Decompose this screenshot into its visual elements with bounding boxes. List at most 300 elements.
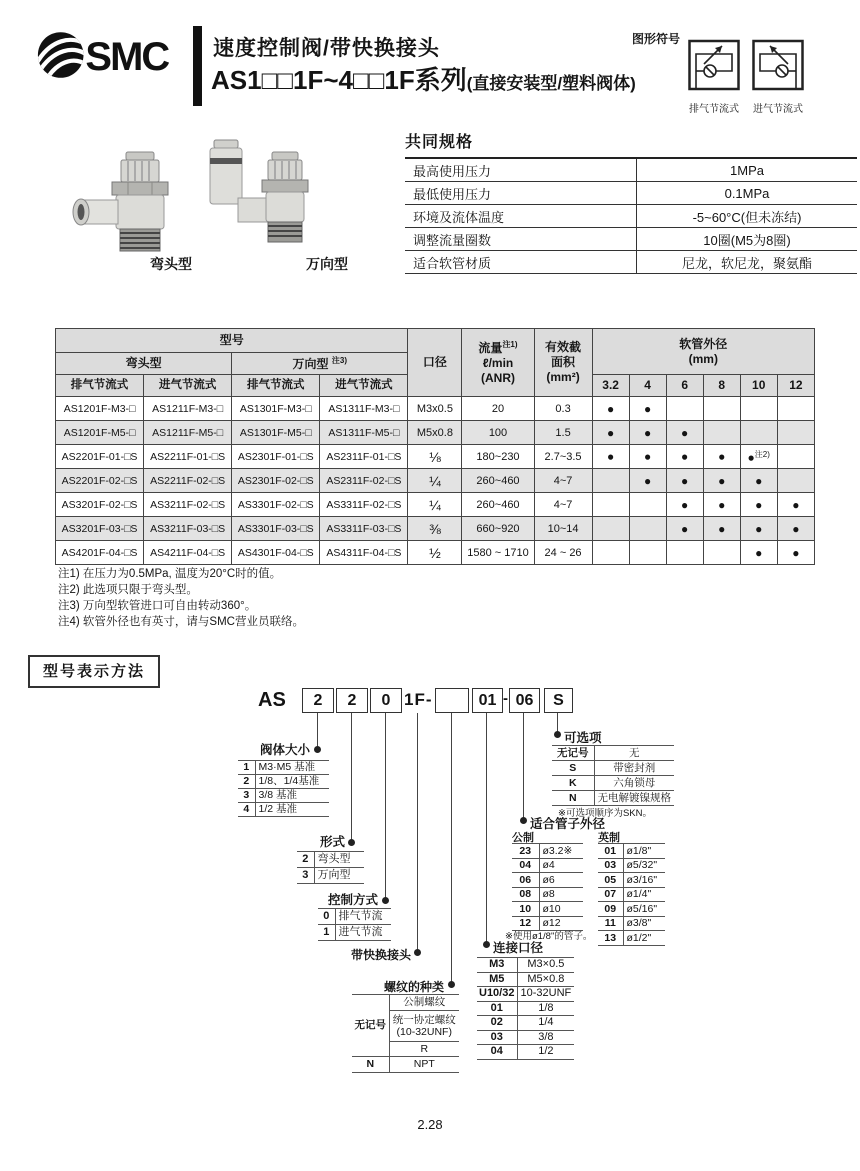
desc: NPT (389, 1057, 459, 1073)
dot: ● (755, 473, 763, 488)
universal-type-photo (200, 136, 315, 254)
desc: 3/8 (517, 1030, 574, 1045)
code: S (552, 761, 594, 776)
col-size-3-2: 3.2 (592, 375, 629, 397)
desc: ø1/8" (623, 844, 665, 859)
dot: ● (718, 473, 726, 488)
dot-cell (740, 397, 777, 421)
port-size-title: 连接口径 (493, 941, 544, 955)
desc: ø3.2※ (539, 844, 583, 859)
desc: 3/8 基准 (255, 789, 329, 803)
universal-type-caption: 万向型 (306, 256, 348, 272)
code-box-body-size: 2 (302, 688, 334, 713)
leader-quick-fitting (417, 713, 418, 953)
flow-cell: 260~460 (462, 469, 534, 493)
code: 1 (318, 925, 335, 941)
spec-value: 尼龙，软尼龙，聚氨酯 (637, 251, 858, 274)
col-meter-in-2: 进气节流式 (320, 375, 408, 397)
series-title-main: AS1□□1F~4□□1F系列 (211, 65, 467, 95)
bullet-tube-od (520, 817, 527, 824)
tube-l1: 软管外径 (679, 336, 728, 351)
leader-port-size (486, 713, 487, 945)
dot: ● (792, 545, 800, 560)
dot: ● (644, 425, 652, 440)
flow-cell: 1580 ~ 1710 (462, 541, 534, 565)
elbow-type-photo (62, 148, 207, 253)
meter-in-symbol-icon (752, 38, 804, 94)
dot-cell (740, 541, 777, 565)
header-divider-bar (193, 26, 202, 106)
universal-label: 万向型 (292, 356, 329, 371)
code: 03 (477, 1030, 517, 1045)
code-box-tube: 06 (509, 688, 540, 713)
dot-cell (666, 421, 703, 445)
options-title: 可选项 (564, 731, 602, 745)
table-row (56, 445, 815, 469)
spec-label: 最高使用压力 (405, 158, 637, 182)
desc: ø10 (539, 902, 583, 917)
desc: M3·M5 基准 (255, 761, 329, 775)
model-cell: AS2311F-01-□S (320, 445, 408, 469)
dot-cell (592, 421, 629, 445)
leader-control (385, 713, 386, 901)
dot-cell (592, 541, 629, 565)
dot: ● (606, 401, 615, 416)
dot: ● (644, 449, 652, 464)
col-elbow: 弯头型 (56, 353, 232, 375)
area-unit: (mm²) (546, 370, 580, 384)
inch-label: 英制 (598, 832, 620, 844)
tube-od-inch-table (598, 843, 665, 946)
dot-cell (777, 469, 814, 493)
code: 4 (238, 803, 255, 817)
quick-fitting-label: 带快换接头 (350, 948, 411, 962)
desc: M3×0.5 (517, 958, 574, 973)
series-title-paren: (直接安装型/塑料阀体) (466, 74, 636, 93)
flow-cell: 180~230 (462, 445, 534, 469)
symbol-caption-meter-out: 排气节流式 (689, 104, 739, 115)
dot-cell (666, 397, 703, 421)
code: 04 (477, 1045, 517, 1060)
bullet-port-size (483, 941, 490, 948)
code: 10 (512, 902, 539, 917)
dot-cell (592, 397, 629, 421)
model-cell: AS3201F-03-□S (56, 517, 144, 541)
model-cell: AS3211F-02-□S (144, 493, 232, 517)
dot: ● (718, 497, 726, 512)
col-meter-out-1: 排气节流式 (56, 375, 144, 397)
model-cell: AS1301F-M3-□ (232, 397, 320, 421)
model-cell: AS2301F-01-□S (232, 445, 320, 469)
note-1: 注1) 在压力为0.5MPa, 温度为20°C时的值。 (58, 568, 282, 580)
graphic-symbol-label: 图形符号 (632, 32, 681, 46)
flow-unit: ℓ/min (482, 355, 514, 370)
code: N (552, 791, 594, 806)
code: 08 (512, 887, 539, 902)
code: 06 (512, 873, 539, 888)
dot-cell (777, 397, 814, 421)
dot-cell (592, 493, 629, 517)
area-cell: 2.7~3.5 (534, 445, 592, 469)
body-size-title: 阀体大小 (259, 743, 310, 757)
dot-cell (629, 541, 666, 565)
dot: ● (792, 521, 800, 536)
thread-table (352, 994, 459, 1073)
dot: ● (681, 449, 689, 464)
dot-cell (592, 445, 629, 469)
table-row (56, 421, 815, 445)
code: 无记号 (352, 995, 389, 1057)
desc: ø5/16" (623, 902, 665, 917)
dot-cell (740, 493, 777, 517)
port-cell: M3x0.5 (408, 397, 462, 421)
model-cell: AS3201F-02-□S (56, 493, 144, 517)
table-row (56, 397, 815, 421)
port-cell: M5x0.8 (408, 421, 462, 445)
dot-cell (777, 421, 814, 445)
dot: ● (755, 545, 763, 560)
dot-cell (629, 421, 666, 445)
model-cell: AS3311F-03-□S (320, 517, 408, 541)
dot: ● (644, 473, 652, 488)
area-cell: 24 ~ 26 (534, 541, 592, 565)
tube-od-title: 适合管子外径 (530, 817, 606, 831)
flow-label: 流量 (478, 340, 503, 355)
col-area (534, 329, 592, 397)
desc: 无 (594, 746, 674, 761)
dot-cell (703, 397, 740, 421)
svg-text:SMC: SMC (85, 35, 169, 80)
model-cell: AS3311F-02-□S (320, 493, 408, 517)
spec-value: -5~60°C(但未冻结) (637, 205, 858, 228)
code-box-control: 0 (370, 688, 402, 713)
model-cell: AS2311F-02-□S (320, 469, 408, 493)
col-size-8: 8 (703, 375, 740, 397)
spec-row (405, 228, 857, 251)
spec-row (405, 158, 857, 182)
dot-cell (666, 445, 703, 469)
col-port: 口径 (408, 329, 462, 397)
desc: 弯头型 (314, 852, 364, 868)
dot-cell (629, 469, 666, 493)
model-cell: AS3211F-03-□S (144, 517, 232, 541)
dot-sup: 注2) (754, 449, 770, 459)
desc: 统一协定螺纹(10-32UNF) (389, 1011, 459, 1042)
bullet-form (348, 839, 355, 846)
spec-value: 1MPa (637, 158, 858, 182)
dot-cell (740, 421, 777, 445)
note-2: 注2) 此选项只限于弯头型。 (58, 584, 198, 596)
dot-cell (629, 445, 666, 469)
section-title-box: 型号表示方法 (28, 655, 160, 688)
desc: ø3/16" (623, 873, 665, 888)
dot: ● (718, 521, 726, 536)
dot: ● (681, 521, 689, 536)
bullet-body-size (314, 746, 321, 753)
dot-cell (740, 517, 777, 541)
code: 01 (477, 1001, 517, 1016)
flow-cell: 260~460 (462, 493, 534, 517)
common-specs-title: 共同规格 (405, 134, 474, 151)
port-cell: ¼ (408, 493, 462, 517)
model-cell: AS1211F-M3-□ (144, 397, 232, 421)
table-row (56, 469, 815, 493)
control-table (318, 908, 391, 941)
dot-cell (592, 517, 629, 541)
desc: 1/4 (517, 1016, 574, 1031)
code-dash: - (503, 690, 508, 707)
flow-cell: 660~920 (462, 517, 534, 541)
model-cell: AS1211F-M5-□ (144, 421, 232, 445)
dot-cell (666, 517, 703, 541)
code: 3 (297, 868, 314, 884)
options-table (552, 745, 674, 806)
model-cell: AS3301F-03-□S (232, 517, 320, 541)
dot: ● (606, 425, 615, 440)
col-size-12: 12 (777, 375, 814, 397)
model-cell: AS4311F-04-□S (320, 541, 408, 565)
meter-out-symbol-icon (688, 38, 740, 94)
tube-od-metric-table (512, 843, 583, 931)
options-note: ※可选项顺序为SKN。 (558, 808, 652, 819)
code: 11 (598, 916, 623, 931)
leader-tube-od (523, 713, 524, 821)
spec-label: 调整流量圈数 (405, 228, 637, 251)
model-cell: AS2211F-01-□S (144, 445, 232, 469)
dot-cell (666, 541, 703, 565)
spec-value: 10圈(M5为8圈) (637, 228, 858, 251)
common-specs-table (405, 157, 857, 274)
desc: 1/2 基准 (255, 803, 329, 817)
desc: M5×0.8 (517, 972, 574, 987)
col-model-group: 型号 (56, 329, 408, 353)
bullet-control (382, 897, 389, 904)
tube-l2: (mm) (688, 351, 718, 366)
port-cell: ¼ (408, 469, 462, 493)
col-meter-in-1: 进气节流式 (144, 375, 232, 397)
dot-cell (703, 517, 740, 541)
dot: ● (718, 449, 726, 464)
table-row (56, 541, 815, 565)
dot: ● (681, 425, 689, 440)
flow-sup: 注1) (502, 339, 518, 349)
table-row (56, 517, 815, 541)
note-3: 注3) 万向型软管进口可自由转动360°。 (58, 600, 257, 612)
symbol-caption-meter-in: 进气节流式 (753, 104, 803, 115)
col-size-4: 4 (629, 375, 666, 397)
model-cell: AS2211F-02-□S (144, 469, 232, 493)
table-row (56, 493, 815, 517)
code-box-port: 01 (472, 688, 503, 713)
code: N (352, 1057, 389, 1073)
body-size-table (238, 760, 329, 817)
model-cell: AS1201F-M3-□ (56, 397, 144, 421)
code: 02 (477, 1016, 517, 1031)
desc: ø1/2" (623, 931, 665, 946)
code-prefix: AS (258, 689, 286, 711)
desc: 排气节流 (335, 909, 391, 925)
area-cell: 4~7 (534, 469, 592, 493)
dot-cell (740, 445, 777, 469)
page-number: 2.28 (417, 1117, 443, 1132)
smc-logo (36, 26, 188, 84)
model-cell: AS1201F-M5-□ (56, 421, 144, 445)
col-meter-out-2: 排气节流式 (232, 375, 320, 397)
spec-value: 0.1MPa (637, 182, 858, 205)
flow-cell: 100 (462, 421, 534, 445)
area-cell: 0.3 (534, 397, 592, 421)
thread-title: 螺纹的种类 (383, 980, 444, 994)
dot-cell (629, 493, 666, 517)
code-box-thread (435, 688, 469, 713)
desc: 进气节流 (335, 925, 391, 941)
desc: 1/8 (517, 1001, 574, 1016)
form-table (297, 851, 364, 884)
form-title: 形式 (319, 835, 345, 849)
code: K (552, 776, 594, 791)
dot-cell (703, 541, 740, 565)
desc: ø3/8" (623, 916, 665, 931)
dot: ● (747, 450, 755, 465)
area-cell: 4~7 (534, 493, 592, 517)
dot: ● (755, 497, 763, 512)
spec-row (405, 182, 857, 205)
spec-row (405, 251, 857, 274)
col-size-10: 10 (740, 375, 777, 397)
code: 01 (598, 844, 623, 859)
desc: 公制螺纹 (389, 995, 459, 1011)
desc: 10-32UNF (517, 987, 574, 1002)
desc: ø5/32" (623, 858, 665, 873)
dot-cell (703, 445, 740, 469)
dot-cell (777, 517, 814, 541)
dot-cell (703, 493, 740, 517)
model-spec-table (55, 328, 815, 565)
code: M5 (477, 972, 517, 987)
universal-sup: 注3) (331, 355, 348, 365)
metric-label: 公制 (512, 832, 534, 844)
dot: ● (792, 497, 800, 512)
spec-label: 最低使用压力 (405, 182, 637, 205)
desc: ø6 (539, 873, 583, 888)
model-cell: AS3301F-02-□S (232, 493, 320, 517)
desc: ø4 (539, 858, 583, 873)
leader-thread (451, 713, 452, 985)
header-row-1 (56, 329, 815, 353)
code: M3 (477, 958, 517, 973)
code: 09 (598, 902, 623, 917)
col-tube-od (592, 329, 814, 375)
col-flow (462, 329, 534, 397)
col-universal (232, 353, 408, 375)
code: 03 (598, 858, 623, 873)
code: 04 (512, 858, 539, 873)
area-l2: 面积 (551, 355, 576, 369)
code: 13 (598, 931, 623, 946)
code-box-option: S (544, 688, 573, 713)
port-size-table (477, 957, 574, 1060)
model-cell: AS2301F-02-□S (232, 469, 320, 493)
dot-cell (777, 445, 814, 469)
flow-ref: (ANR) (480, 370, 515, 385)
note-4: 注4) 软管外径也有英寸，请与SMC营业员联络。 (58, 616, 304, 628)
code: 23 (512, 844, 539, 859)
bullet-options (554, 731, 561, 738)
leader-body-size (317, 713, 318, 750)
model-cell: AS4301F-04-□S (232, 541, 320, 565)
dot: ● (644, 401, 652, 416)
code: 1 (238, 761, 255, 775)
metric-note: ※使用ø1/8"的管子。 (505, 931, 593, 942)
model-cell: AS2201F-02-□S (56, 469, 144, 493)
model-cell: AS1301F-M5-□ (232, 421, 320, 445)
code: 2 (238, 775, 255, 789)
code: 3 (238, 789, 255, 803)
dot-cell (629, 397, 666, 421)
dot: ● (681, 497, 689, 512)
desc: ø8 (539, 887, 583, 902)
code: U10/32 (477, 987, 517, 1002)
port-cell: ⅜ (408, 517, 462, 541)
col-size-6: 6 (666, 375, 703, 397)
bullet-thread (448, 981, 455, 988)
dot-cell (666, 493, 703, 517)
page-title: 速度控制阀/带快换接头 (213, 37, 440, 60)
desc: 1/2 (517, 1045, 574, 1060)
model-cell: AS4201F-04-□S (56, 541, 144, 565)
dot: ● (681, 473, 689, 488)
desc: ø1/4" (623, 887, 665, 902)
model-cell: AS2201F-01-□S (56, 445, 144, 469)
dot-cell (740, 469, 777, 493)
spec-row (405, 205, 857, 228)
spec-label: 环境及流体温度 (405, 205, 637, 228)
dot-cell (777, 541, 814, 565)
code-box-form: 2 (336, 688, 368, 713)
area-l1: 有效截 (545, 340, 582, 354)
port-cell: ⅛ (408, 445, 462, 469)
code: 12 (512, 916, 539, 931)
code: 无记号 (552, 746, 594, 761)
desc: 无电解镀镍规格 (594, 791, 674, 806)
dot-cell (777, 493, 814, 517)
elbow-type-caption: 弯头型 (150, 256, 192, 272)
desc: R (389, 1042, 459, 1057)
bullet-quick-fitting (414, 949, 421, 956)
area-cell: 10~14 (534, 517, 592, 541)
desc: 带密封剂 (594, 761, 674, 776)
dot-cell (592, 469, 629, 493)
code: 07 (598, 887, 623, 902)
code: 05 (598, 873, 623, 888)
leader-form (351, 713, 352, 843)
spec-label: 适合软管材质 (405, 251, 637, 274)
series-title (211, 60, 636, 97)
code-1f: 1F- (404, 690, 433, 709)
model-cell: AS4211F-04-□S (144, 541, 232, 565)
dot-cell (703, 421, 740, 445)
desc: 1/8、1/4基准 (255, 775, 329, 789)
dot: ● (755, 521, 763, 536)
dot-cell (629, 517, 666, 541)
dot-cell (666, 469, 703, 493)
port-cell: ½ (408, 541, 462, 565)
desc: 万向型 (314, 868, 364, 884)
area-cell: 1.5 (534, 421, 592, 445)
model-cell: AS1311F-M5-□ (320, 421, 408, 445)
dot: ● (606, 449, 615, 464)
dot-cell (703, 469, 740, 493)
